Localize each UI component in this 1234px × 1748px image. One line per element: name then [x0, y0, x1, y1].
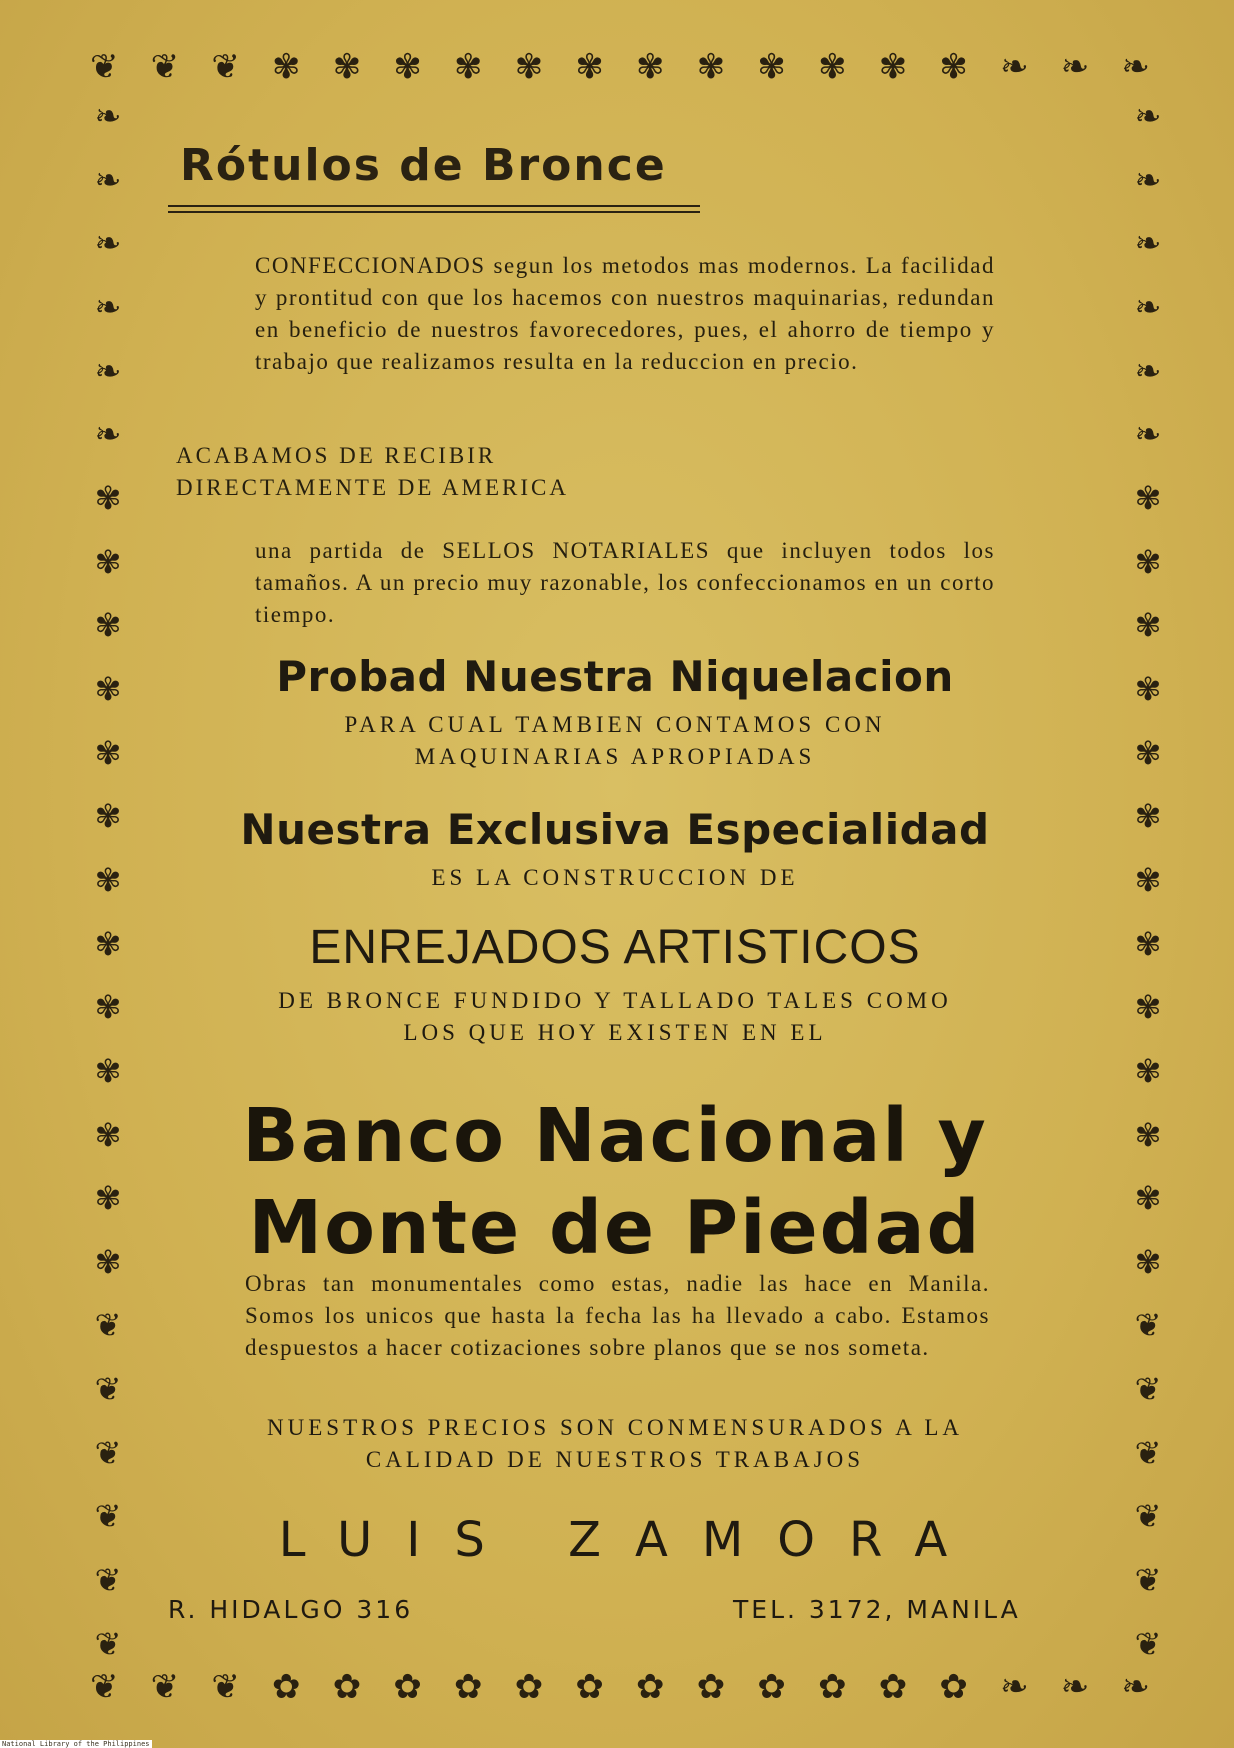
leaf-ornament-icon: ✾: [1134, 1242, 1162, 1281]
leaf-ornament-icon: ✾: [94, 606, 122, 645]
leaf-ornament-icon: ❧: [1121, 47, 1150, 87]
leaf-ornament-icon: ✾: [94, 924, 122, 963]
leaf-ornament-icon: ❧: [94, 160, 122, 199]
page-title: Rótulos de Bronce: [180, 140, 667, 191]
leaf-ornament-icon: ❧: [1134, 224, 1162, 263]
enrejados-heading: ENREJADOS ARTISTICOS: [309, 921, 921, 974]
title-underline: [168, 205, 700, 213]
leaf-ornament-icon: ❦: [94, 1433, 122, 1472]
company-section: [150, 1512, 1110, 1568]
leaf-ornament-icon: ✾: [94, 797, 122, 836]
leaf-ornament-icon: ❦: [90, 47, 119, 87]
leaf-ornament-icon: ✿: [939, 1667, 968, 1707]
leaf-ornament-icon: ✿: [454, 1667, 483, 1707]
especialidad-section: [150, 805, 1080, 894]
leaf-ornament-icon: ✾: [94, 860, 122, 899]
leaf-ornament-icon: ❦: [1134, 1624, 1162, 1663]
especialidad-heading: Nuestra Exclusiva Especialidad: [240, 805, 990, 854]
leaf-ornament-icon: ❧: [1000, 47, 1029, 87]
leaf-ornament-icon: ❧: [1121, 1667, 1150, 1707]
leaf-ornament-icon: ✾: [94, 669, 122, 708]
footer-credit: National Library of the Philippines: [2, 1740, 150, 1748]
enrejados-line-2: LOS QUE HOY EXISTEN EN EL: [403, 1020, 827, 1045]
leaf-ornament-icon: ✿: [514, 1667, 544, 1707]
leaf-ornament-icon: ❦: [94, 1561, 122, 1600]
leaf-ornament-icon: ✾: [94, 1051, 122, 1090]
leaf-ornament-icon: ❧: [1134, 97, 1162, 135]
leaf-ornament-icon: ❧: [1060, 1667, 1090, 1707]
leaf-ornament-icon: ❦: [150, 1667, 180, 1707]
leaf-ornament-icon: ❧: [94, 287, 122, 326]
leaf-ornament-icon: ❦: [94, 1370, 122, 1409]
leaf-ornament-icon: ✿: [696, 1667, 726, 1707]
leaf-ornament-icon: ✾: [1134, 1115, 1162, 1154]
enrejados-line-1: DE BRONCE FUNDIDO Y TALLADO TALES COMO: [278, 988, 952, 1013]
leaf-ornament-icon: ✾: [1134, 1179, 1162, 1218]
leaf-ornament-icon: ✾: [94, 733, 122, 772]
leaf-ornament-icon: ✾: [1134, 797, 1162, 836]
leaf-ornament-icon: ✿: [757, 1667, 786, 1707]
leaf-ornament-icon: ✾: [1134, 733, 1162, 772]
especialidad-line-1: ES LA CONSTRUCCION DE: [431, 865, 799, 890]
leaf-ornament-icon: ❦: [94, 1497, 122, 1536]
leaf-ornament-icon: ✾: [332, 47, 362, 87]
leaf-ornament-icon: ✾: [1134, 606, 1162, 645]
leaf-ornament-icon: ✿: [332, 1667, 362, 1707]
leaf-ornament-icon: ✾: [878, 47, 908, 87]
right-ornament-border: [1120, 97, 1176, 1663]
leaf-ornament-icon: ❦: [1134, 1497, 1162, 1536]
leaf-ornament-icon: ✾: [272, 47, 301, 87]
leaf-ornament-icon: ✾: [454, 47, 483, 87]
leaf-ornament-icon: ✿: [272, 1667, 301, 1707]
leaf-ornament-icon: ❧: [1134, 415, 1162, 454]
leaf-ornament-icon: ✿: [575, 1667, 604, 1707]
leaf-ornament-icon: ❧: [94, 415, 122, 454]
leaf-ornament-icon: ✿: [393, 1667, 422, 1707]
leaf-ornament-icon: ❧: [94, 351, 122, 390]
leaf-ornament-icon: ❦: [90, 1667, 119, 1707]
niquelacion-section: [150, 652, 1080, 773]
leaf-ornament-icon: ❧: [1060, 47, 1090, 87]
bank-line-2: Monte de Piedad: [248, 1185, 982, 1271]
bottom-ornament-border: [90, 1662, 1150, 1712]
phone: TEL. 3172, MANILA: [733, 1595, 1021, 1624]
leaf-ornament-icon: ✾: [1134, 924, 1162, 963]
enrejados-section: [150, 920, 1080, 1049]
leaf-ornament-icon: ❦: [94, 1624, 122, 1663]
leaf-ornament-icon: ✾: [757, 47, 786, 87]
leaf-ornament-icon: ❧: [1134, 351, 1162, 390]
niquelacion-heading: Probad Nuestra Niquelacion: [276, 652, 954, 701]
leaf-ornament-icon: ✿: [818, 1667, 847, 1707]
leaf-ornament-icon: ✾: [1134, 988, 1162, 1027]
leaf-ornament-icon: ✿: [878, 1667, 908, 1707]
leaf-ornament-icon: ✾: [939, 47, 968, 87]
leaf-ornament-icon: ❦: [150, 47, 180, 87]
leaf-ornament-icon: ✿: [636, 1667, 665, 1707]
leaf-ornament-icon: ❧: [1000, 1667, 1029, 1707]
leaf-ornament-icon: ✾: [575, 47, 604, 87]
top-ornament-border: [90, 42, 1150, 92]
leaf-ornament-icon: ✾: [636, 47, 665, 87]
niquelacion-line-2: MAQUINARIAS APROPIADAS: [414, 744, 816, 769]
leaf-ornament-icon: ✾: [1134, 669, 1162, 708]
leaf-ornament-icon: ✾: [1134, 860, 1162, 899]
prices-line-2: CALIDAD DE NUESTROS TRABAJOS: [365, 1447, 865, 1472]
leaf-ornament-icon: ✾: [818, 47, 847, 87]
leaf-ornament-icon: ✾: [94, 1179, 122, 1218]
prices-line-1: NUESTROS PRECIOS SON CONMENSURADOS A LA: [267, 1415, 963, 1440]
leaf-ornament-icon: ✾: [696, 47, 726, 87]
leaf-ornament-icon: ❧: [94, 224, 122, 263]
leaf-ornament-icon: ✾: [393, 47, 422, 87]
bank-line-1: Banco Nacional y: [242, 1093, 988, 1179]
works-paragraph: Obras tan monumentales como estas, nadie las hace en Manila. Somos los unicos que hasta la fecha las ha llevado a cabo. Estamos despuestos a hacer cotizaciones sobre planos que se nos someta.: [245, 1271, 990, 1360]
leaf-ornament-icon: ✾: [1134, 1051, 1162, 1090]
niquelacion-line-1: PARA CUAL TAMBIEN CONTAMOS CON: [344, 712, 886, 737]
leaf-ornament-icon: ✾: [514, 47, 544, 87]
left-ornament-border: [80, 97, 136, 1663]
leaf-ornament-icon: ✾: [94, 1115, 122, 1154]
prices-section: [150, 1412, 1080, 1476]
leaf-ornament-icon: ✾: [94, 988, 122, 1027]
leaf-ornament-icon: ✾: [94, 478, 122, 517]
received-notice: [176, 440, 776, 504]
leaf-ornament-icon: ✾: [94, 542, 122, 581]
leaf-ornament-icon: ❦: [1134, 1370, 1162, 1409]
leaf-ornament-icon: ❧: [1134, 160, 1162, 199]
company-name: LUIS ZAMORA: [278, 1512, 982, 1568]
address: R. HIDALGO 316: [168, 1595, 414, 1624]
leaf-ornament-icon: ✾: [1134, 542, 1162, 581]
leaf-ornament-icon: ❧: [94, 97, 122, 135]
stamps-paragraph: una partida de SELLOS NOTARIALES que incluyen todos los tamaños. A un precio muy razonable, los confeccionamos en un corto tiempo.: [255, 538, 995, 627]
leaf-ornament-icon: ❦: [1134, 1306, 1162, 1345]
received-line-2: DIRECTAMENTE DE AMERICA: [176, 475, 569, 500]
leaf-ornament-icon: ✾: [94, 1242, 122, 1281]
leaf-ornament-icon: ❦: [211, 47, 240, 87]
leaf-ornament-icon: ❦: [1134, 1433, 1162, 1472]
received-line-1: ACABAMOS DE RECIBIR: [176, 443, 497, 468]
leaf-ornament-icon: ❦: [1134, 1561, 1162, 1600]
leaf-ornament-icon: ❧: [1134, 287, 1162, 326]
leaf-ornament-icon: ❦: [211, 1667, 240, 1707]
leaf-ornament-icon: ❦: [94, 1306, 122, 1345]
leaf-ornament-icon: ✾: [1134, 478, 1162, 517]
bank-section: [150, 1090, 1080, 1274]
intro-paragraph: CONFECCIONADOS segun los metodos mas modernos. La facilidad y prontitud con que los hacemos con nuestros maquinarias, redundan en beneficio de nuestros favorecedores, pues, el ahorro de tiempo y trabajo que realizamos resulta en la reduccion en precio.: [255, 253, 995, 374]
